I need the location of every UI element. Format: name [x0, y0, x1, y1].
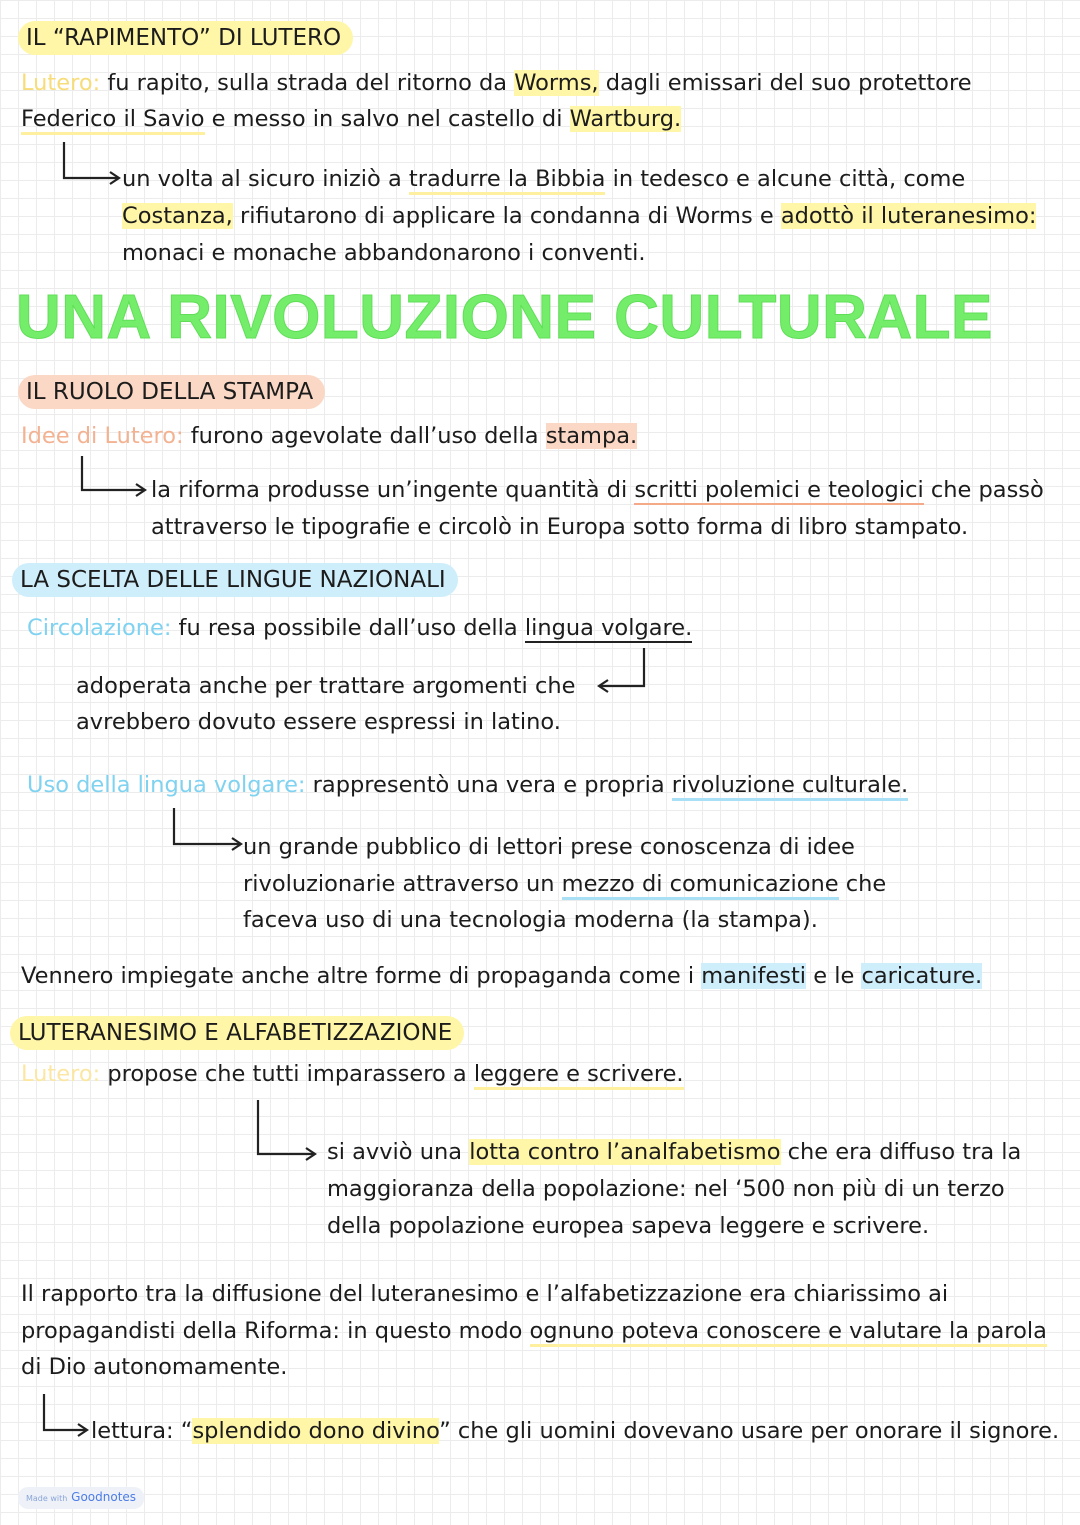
paragraph-line: Lutero: fu rapito, sulla strada del ritorno da Worms, dagli emissari del suo protettore: [21, 70, 972, 96]
section-title-rapimento: IL “RAPIMENTO” DI LUTERO: [18, 21, 353, 55]
underline-federico: Federico il Savio: [21, 106, 205, 135]
arrow-icon: [78, 454, 150, 498]
paragraph-line: un grande pubblico di lettori prese conoscenza di idee: [243, 834, 855, 860]
arrow-icon: [40, 1392, 92, 1438]
highlight-caricature: caricature.: [861, 963, 983, 989]
arrow-icon: [60, 140, 124, 184]
highlight-dono: splendido dono divino: [192, 1418, 440, 1444]
section-title-stampa: IL RUOLO DELLA STAMPA: [18, 375, 325, 409]
paragraph-line: faceva uso di una tecnologia moderna (la stampa).: [243, 907, 818, 933]
paragraph-line: rivoluzionarie attraverso un mezzo di comunicazione che: [243, 866, 886, 902]
paragraph-line: Costanza, rifiutarono di applicare la condanna di Worms e adottò il luteranesimo:: [122, 203, 1037, 229]
term-label: Circolazione:: [27, 615, 172, 641]
paragraph-line: Vennero impiegate anche altre forme di propaganda come i manifesti e le caricature.: [21, 963, 983, 989]
term-label: Lutero:: [21, 70, 101, 96]
paragraph-line: Federico il Savio e messo in salvo nel castello di Wartburg.: [21, 101, 681, 137]
underline-lingua-volgare: lingua volgare.: [524, 615, 693, 641]
underline-rivoluzione: rivoluzione culturale.: [672, 772, 908, 801]
underline-leggere: leggere e scrivere.: [474, 1061, 684, 1090]
paragraph-line: Uso della lingua volgare: rappresentò una vera e propria rivoluzione culturale.: [27, 767, 908, 803]
highlight-wartburg: Wartburg.: [569, 106, 682, 132]
underline-tradurre: tradurre la Bibbia: [409, 166, 606, 195]
term-label: Lutero:: [21, 1061, 101, 1087]
highlight-lotta: lotta contro l’analfabetismo: [469, 1139, 781, 1165]
term-label: Idee di Lutero:: [21, 423, 184, 449]
paragraph-line: Idee di Lutero: furono agevolate dall’uso della stampa.: [21, 423, 638, 449]
paragraph-line: si avviò una lotta contro l’analfabetismo che era diffuso tra la: [327, 1139, 1022, 1165]
paragraph-line: la riforma produsse un’ingente quantità di scritti polemici e teologici che passò: [151, 477, 1044, 503]
highlight-worms: Worms,: [514, 70, 599, 96]
paragraph-line: di Dio autonomamente.: [21, 1354, 288, 1380]
paragraph-line: maggioranza della popolazione: nel ‘500 non più di un terzo: [327, 1176, 1005, 1202]
arrow-icon: [170, 806, 246, 850]
paragraph-line: adoperata anche per trattare argomenti che: [76, 673, 576, 699]
arrow-icon: [254, 1098, 320, 1164]
underline-scritti: scritti polemici e teologici: [634, 477, 924, 503]
section-title-alfabetizzazione: LUTERANESIMO E ALFABETIZZAZIONE: [10, 1016, 464, 1050]
paragraph-line: della popolazione europea sapeva leggere e scrivere.: [327, 1213, 930, 1239]
highlight-costanza: Costanza,: [122, 203, 233, 229]
term-label: Uso della lingua volgare:: [27, 772, 306, 798]
arrow-icon: [594, 646, 650, 694]
highlight-manifesti: manifesti: [701, 963, 807, 989]
paragraph-line: monaci e monache abbandonarono i conventi.: [122, 240, 646, 266]
paragraph-line: propagandisti della Riforma: in questo modo ognuno poteva conoscere e valutare la parola: [21, 1313, 1047, 1349]
main-title: UNA RIVOLUZIONE CULTURALE: [16, 283, 993, 352]
section-title-lingue: LA SCELTA DELLE LINGUE NAZIONALI: [12, 563, 458, 597]
underline-ognuno: ognuno poteva conoscere e valutare la parola: [530, 1318, 1047, 1347]
highlight-luteranesimo: adottò il luteranesimo:: [780, 203, 1037, 229]
paragraph-line: Il rapporto tra la diffusione del luteranesimo e l’alfabetizzazione era chiarissimo ai: [21, 1281, 949, 1307]
underline-mezzo: mezzo di comunicazione: [562, 871, 839, 900]
paragraph-line: un volta al sicuro iniziò a tradurre la Bibbia in tedesco e alcune città, come: [122, 161, 965, 197]
goodnotes-badge: Made with Goodnotes: [18, 1487, 144, 1509]
paragraph-line: lettura: “splendido dono divino” che gli uomini dovevano usare per onorare il signore.: [91, 1418, 1060, 1444]
paragraph-line: attraverso le tipografie e circolò in Europa sotto forma di libro stampato.: [151, 514, 969, 540]
paragraph-line: Circolazione: fu resa possibile dall’uso della lingua volgare.: [27, 615, 693, 641]
paragraph-line: avrebbero dovuto essere espressi in latino.: [76, 709, 561, 735]
highlight-stampa: stampa.: [545, 423, 638, 449]
paragraph-line: Lutero: propose che tutti imparassero a leggere e scrivere.: [21, 1056, 684, 1092]
